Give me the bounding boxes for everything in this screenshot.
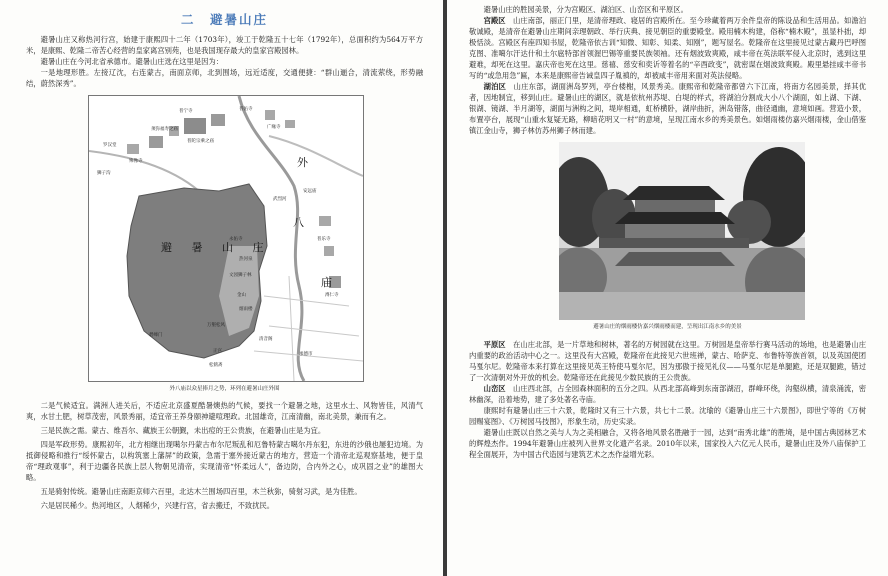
map-label: 殊像寺 — [129, 159, 143, 164]
paragraph: 避暑山庄在今河北省承德市。避暑山庄选在这里是因为： — [40, 57, 224, 66]
map-label: 普乐寺 — [317, 237, 331, 242]
paragraph: 避暑山庄既以自然之美与人为之美相融合，又将各地风景名胜融于一园，达到“南秀北雄”的胜境，是中国古典园林艺术的辉煌杰作。1994年避暑山庄被列入世界文化遗产名录。2010年以来，国家投入六亿元人民币，避暑山庄及外八庙保护工程全面展开，为中国古代造园与建筑艺术之杰作益增光彩。 — [469, 428, 866, 459]
heading-lake: 湖泊区 — [483, 82, 507, 91]
map-label: 热河泉 — [239, 257, 253, 262]
paragraph: 湖泊区 山庄东部，湖面洲岛罗列，亭台楼榭，风景秀美。康熙帝和乾隆帝都曾六下江南，将南方名园美景，择其优者，因地制宜，移到山庄。避暑山庄的湖区，就是依杭州苏堤、白堤的样式，将湖泊分割成大小八个湖面，如上湖、下湖、银湖、镜湖、半月湖等，湖面与洲构之间，堤岸相通，虹桥横卧，湖岸曲折，洲岛错落，曲径通幽，意境如画。营造小景，布置亭台，展现“山重水复疑无路，柳暗花明又一村”的意境，呈现江南水乡的秀美景色。如烟雨楼仿嘉兴烟雨楼，金山借鉴镇江金山寺，狮子林仿苏州狮子林而建。 — [469, 82, 867, 135]
map-label: 承德市 — [299, 352, 313, 357]
map-caption: 外八庙以众星捧月之势，环列在避暑山庄外围 — [169, 386, 280, 392]
paragraph: 一是地理形胜。左接辽沈，右连蒙古，南面京师，北到围场，远近适度，交通便捷：“群山逦合，清流萦绕，形势融结，蔚然深秀”。 — [26, 68, 423, 88]
heading-plain: 平原区 — [483, 340, 506, 349]
paragraph: 四是军政形势。康熙初年，北方相继出现噶尔丹蒙古布尔尼叛乱和厄鲁特蒙古噶尔丹东犯，东进的沙俄也屡犯边境。为抵御侵略和推行“绥怀蒙古，以构筑塞上藩屏”的政策，急需于塞外接近蒙古的地方，营造一个清帝北巡观察基地，便于皇帝“理政观事”，利于边疆各民族上层人物朝见清帝，实现清帝“怀柔远人”，备边防，合内外之心，成巩固之业”的雄图大略。 — [26, 440, 423, 482]
map-label: 金山 — [237, 293, 246, 298]
map-label: 狮子沟 — [97, 171, 111, 176]
map-label: 正宫 — [213, 349, 222, 354]
map-label: 武烈河 — [273, 197, 287, 202]
map-label-wai: 外 — [297, 156, 308, 169]
paragraph: 避暑山庄又称热河行宫，始建于康熙四十二年（1703年），竣工于乾隆五十七年（1792年），总面积约为564万平方米，是康熙、乾隆二帝苦心经营的皇家离宫别苑，也是我国现存最大的皇家宫殿园林。 — [26, 35, 423, 55]
map-label: 碧峰门 — [149, 333, 163, 338]
map-label: 溥仁寺 — [325, 293, 339, 298]
paragraph: 平原区 在山庄北部，是一片草地和树林，著名的万树园就在这里。万树园是皇帝举行赛马活动的场地，也是避暑山庄内重要的政治活动中心之一。这里没有大宫殿，乾隆帝在此接见六世班禅，蒙古、哈萨克、布鲁特等族首领，以及英国使团马戛尔尼。乾隆帝本来打算在这里接见英王特使马戛尔尼，因为那傲于接见礼仪——马戛尔尼是单腿跪，还是双腿跪，错过了一次清朝对外开放的机会。乾隆帝还在此接见少数民族的王公贵族。 — [469, 340, 867, 382]
heading-palace: 宫殿区 — [483, 16, 506, 25]
paragraph: 避暑山庄的胜园美景，分为宫殿区、湖泊区、山峦区和平原区。 — [483, 5, 688, 14]
map-label: 万壑松风 — [207, 323, 225, 328]
map-label: 永佑寺 — [229, 237, 243, 242]
map-label: 安远庙 — [303, 189, 317, 194]
map-label: 普宁寺 — [179, 109, 193, 114]
map-label: 文园狮子林 — [229, 273, 252, 278]
heading-mountain: 山峦区 — [483, 384, 506, 393]
paragraph: 三是民族之需。蒙古、维吾尔、藏族王公朝觐，未出痘的王公贵族，在避暑山庄是为宜。 — [40, 426, 326, 435]
map-label: 松鹤斋 — [209, 363, 223, 368]
paragraph: 二是气候适宜。满洲人进关后，不适应北京盛夏酷暑燠热的气候，要找一个避暑之地，这里水土、风物皆佳，风清气爽，水甘土肥，树草茂密，风景秀丽，适宜帝王养身颐神避喧理政。北国雄奇，江南清幽，南北美景，兼而有之。 — [26, 401, 423, 421]
map-label: 普佑寺 — [239, 107, 253, 112]
map-label: 须弥福寿之庙 — [151, 127, 178, 132]
yanyu-tower-photo — [559, 142, 805, 320]
paragraph: 康熙时有避暑山庄三十六景，乾隆时又有三十六景，共七十二景。沈瑜的《避暑山庄三十六景图》，即世宁等的《万树园赐宴图》、《万树园马技图》，形象生动，历史实录。 — [469, 406, 866, 426]
location-map — [88, 95, 364, 382]
map-label: 广缘寺 — [267, 125, 281, 130]
map-label: 普陀宗乘之庙 — [187, 139, 214, 144]
right-page — [447, 0, 888, 576]
paragraph: 山峦区 山庄西北部，占全园森林面积的五分之四。从西北部高峰到东南部湖沼，群峰环绕，沟壑纵横，清泉涌流，密林幽深，沿着地势，建了多处著名寺庙。 — [469, 384, 867, 404]
map-label-ba: 八 — [293, 216, 304, 229]
map-label: 烟雨楼 — [239, 307, 253, 312]
paragraph: 五是骑射传统。避暑山庄南距京师六百里，北达木兰围场四百里，木兰秋狝，骑射习武，是为佳胜。 — [40, 487, 362, 496]
map-center-label: 避 暑 山 庄 — [161, 241, 272, 254]
paragraph: 宫殿区 山庄南部，丽正门里，是清帝理政、寝居的宫殿所在。至今珍藏着两万余件皇帝的陈设品和生活用品。如澹泊敬诚殿，是清帝在避暑山庄期间亲理朝政、举行庆典、接见朝臣的重要殿堂。殿用楠木构建，俗称“楠木殿”，虽显朴拙，却极恬淡。宫殿区有座四知书屋，乾隆帝依古训“知微、知彰、知柔、知刚”，题写屋名。乾隆帝在这里接见过蒙古藏丹巴呼图克图、准噶尔汗达什和土尔扈特部首领渥巴锡等重要民族领袖。还有烟波致爽殿，咸丰帝在英法联军侵入北京时，逃到这里避难，却死在这里。嘉庆帝也死在这里。慈禧、慈安和奕䜣等着名的“辛酉政变”，就密谋在烟波致爽殿。殿里悬挂咸丰帝书写的“或急用急”匾，本来是康熙帝告诫皇四子胤禛的，却被咸丰帝用来面对英法侵略。 — [469, 16, 867, 80]
left-page — [0, 0, 443, 576]
map-label-miao: 庙 — [321, 276, 332, 289]
photo-caption: 避暑山庄的烟雨楼仿嘉兴烟雨楼而建，呈现出江南水乡的美景 — [593, 324, 742, 330]
map-label: 罗汉堂 — [103, 143, 117, 148]
map-label: 清音阁 — [259, 337, 273, 342]
section-title: 二 避暑山庄 — [180, 12, 268, 27]
paragraph: 六是居民稀少。热河地区，人烟稀少，兴建行宫，省去搬迁，不致扰民。 — [40, 501, 275, 510]
